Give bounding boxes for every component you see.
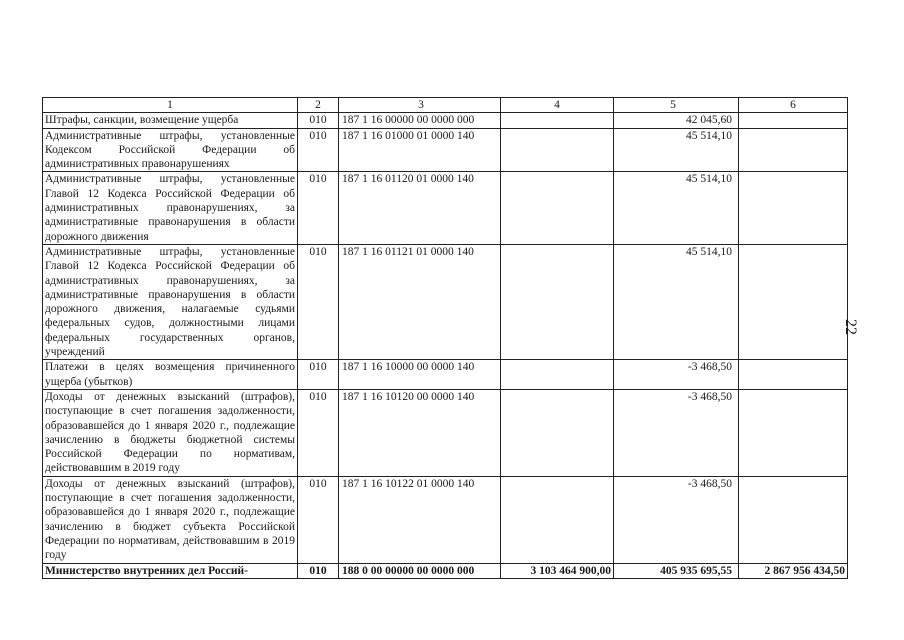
row-name: Административные штрафы, установленные Кодексом Российской Федерации об административных правонарушениях xyxy=(43,128,298,172)
column-header: 6 xyxy=(739,98,848,113)
row-col4 xyxy=(501,128,614,172)
row-name: Доходы от денежных взысканий (штрафов), поступающие в счет погашения задолженности, образовавшейся до 1 января 2020 г., подлежащие зачислению в бюджеты бюджетной системы Российской Федерации по нормативам, действовавшим в 2019 году xyxy=(43,389,298,476)
row-name: Штрафы, санкции, возмещение ущерба xyxy=(43,113,298,128)
table-row xyxy=(43,172,848,244)
row-name: Административные штрафы, установленные Главой 12 Кодекса Российской Федерации об административных правонарушениях, за административные правонарушения в области дорожного движения, налагаемые судьями федеральных судов, должностными лицами федеральных государственных органов, учреждений xyxy=(43,244,298,359)
row-col5: 45 514,10 xyxy=(614,244,739,359)
row-col6 xyxy=(739,360,848,390)
row-col5: -3 468,50 xyxy=(614,360,739,390)
row-col5: -3 468,50 xyxy=(614,389,739,476)
row-col4 xyxy=(501,476,614,563)
row-code: 010 xyxy=(298,389,339,476)
row-col6 xyxy=(739,476,848,563)
row-code: 010 xyxy=(298,128,339,172)
row-code: 010 xyxy=(298,360,339,390)
table-row xyxy=(43,389,848,476)
column-header: 3 xyxy=(339,98,501,113)
row-kbk: 187 1 16 01120 01 0000 140 xyxy=(339,172,501,244)
revenue-table xyxy=(42,97,848,579)
column-header: 2 xyxy=(298,98,339,113)
row-col5: -3 468,50 xyxy=(614,476,739,563)
table-row xyxy=(43,113,848,128)
row-kbk: 187 1 16 00000 00 0000 000 xyxy=(339,113,501,128)
page-number: 22 xyxy=(842,319,859,335)
row-kbk: 188 0 00 00000 00 0000 000 xyxy=(339,563,501,578)
row-code: 010 xyxy=(298,172,339,244)
row-code: 010 xyxy=(298,113,339,128)
row-kbk: 187 1 16 10000 00 0000 140 xyxy=(339,360,501,390)
table-row xyxy=(43,128,848,172)
row-col4 xyxy=(501,360,614,390)
row-kbk: 187 1 16 01121 01 0000 140 xyxy=(339,244,501,359)
row-name: Административные штрафы, установленные Главой 12 Кодекса Российской Федерации об административных правонарушениях, за административные правонарушения в области дорожного движения xyxy=(43,172,298,244)
table-row xyxy=(43,244,848,359)
table-row xyxy=(43,360,848,390)
row-code: 010 xyxy=(298,244,339,359)
row-name: Платежи в целях возмещения причиненного ущерба (убытков) xyxy=(43,360,298,390)
column-header: 1 xyxy=(43,98,298,113)
row-col6 xyxy=(739,172,848,244)
row-name: Министерство внутренних дел Россий- xyxy=(43,563,298,578)
row-col6 xyxy=(739,244,848,359)
row-kbk: 187 1 16 01000 01 0000 140 xyxy=(339,128,501,172)
row-col4 xyxy=(501,244,614,359)
row-col4 xyxy=(501,389,614,476)
column-header: 5 xyxy=(614,98,739,113)
row-name: Доходы от денежных взысканий (штрафов), поступающие в счет погашения задолженности, образовавшейся до 1 января 2020 г., подлежащие зачислению в бюджет субъекта Российской Федерации по нормативам, действовавшим в 2019 году xyxy=(43,476,298,563)
row-col6 xyxy=(739,113,848,128)
row-col4 xyxy=(501,113,614,128)
row-code: 010 xyxy=(298,563,339,578)
row-kbk: 187 1 16 10122 01 0000 140 xyxy=(339,476,501,563)
table-row-total xyxy=(43,563,848,578)
table-header-row xyxy=(43,98,848,113)
row-kbk: 187 1 16 10120 00 0000 140 xyxy=(339,389,501,476)
column-header: 4 xyxy=(501,98,614,113)
table-row xyxy=(43,476,848,563)
row-col5: 45 514,10 xyxy=(614,172,739,244)
row-code: 010 xyxy=(298,476,339,563)
row-col6 xyxy=(739,128,848,172)
row-col4 xyxy=(501,172,614,244)
row-col5: 42 045,60 xyxy=(614,113,739,128)
row-col6 xyxy=(739,389,848,476)
row-col4: 3 103 464 900,00 xyxy=(501,563,614,578)
row-col5: 405 935 695,55 xyxy=(614,563,739,578)
row-col5: 45 514,10 xyxy=(614,128,739,172)
row-col6: 2 867 956 434,50 xyxy=(739,563,848,578)
